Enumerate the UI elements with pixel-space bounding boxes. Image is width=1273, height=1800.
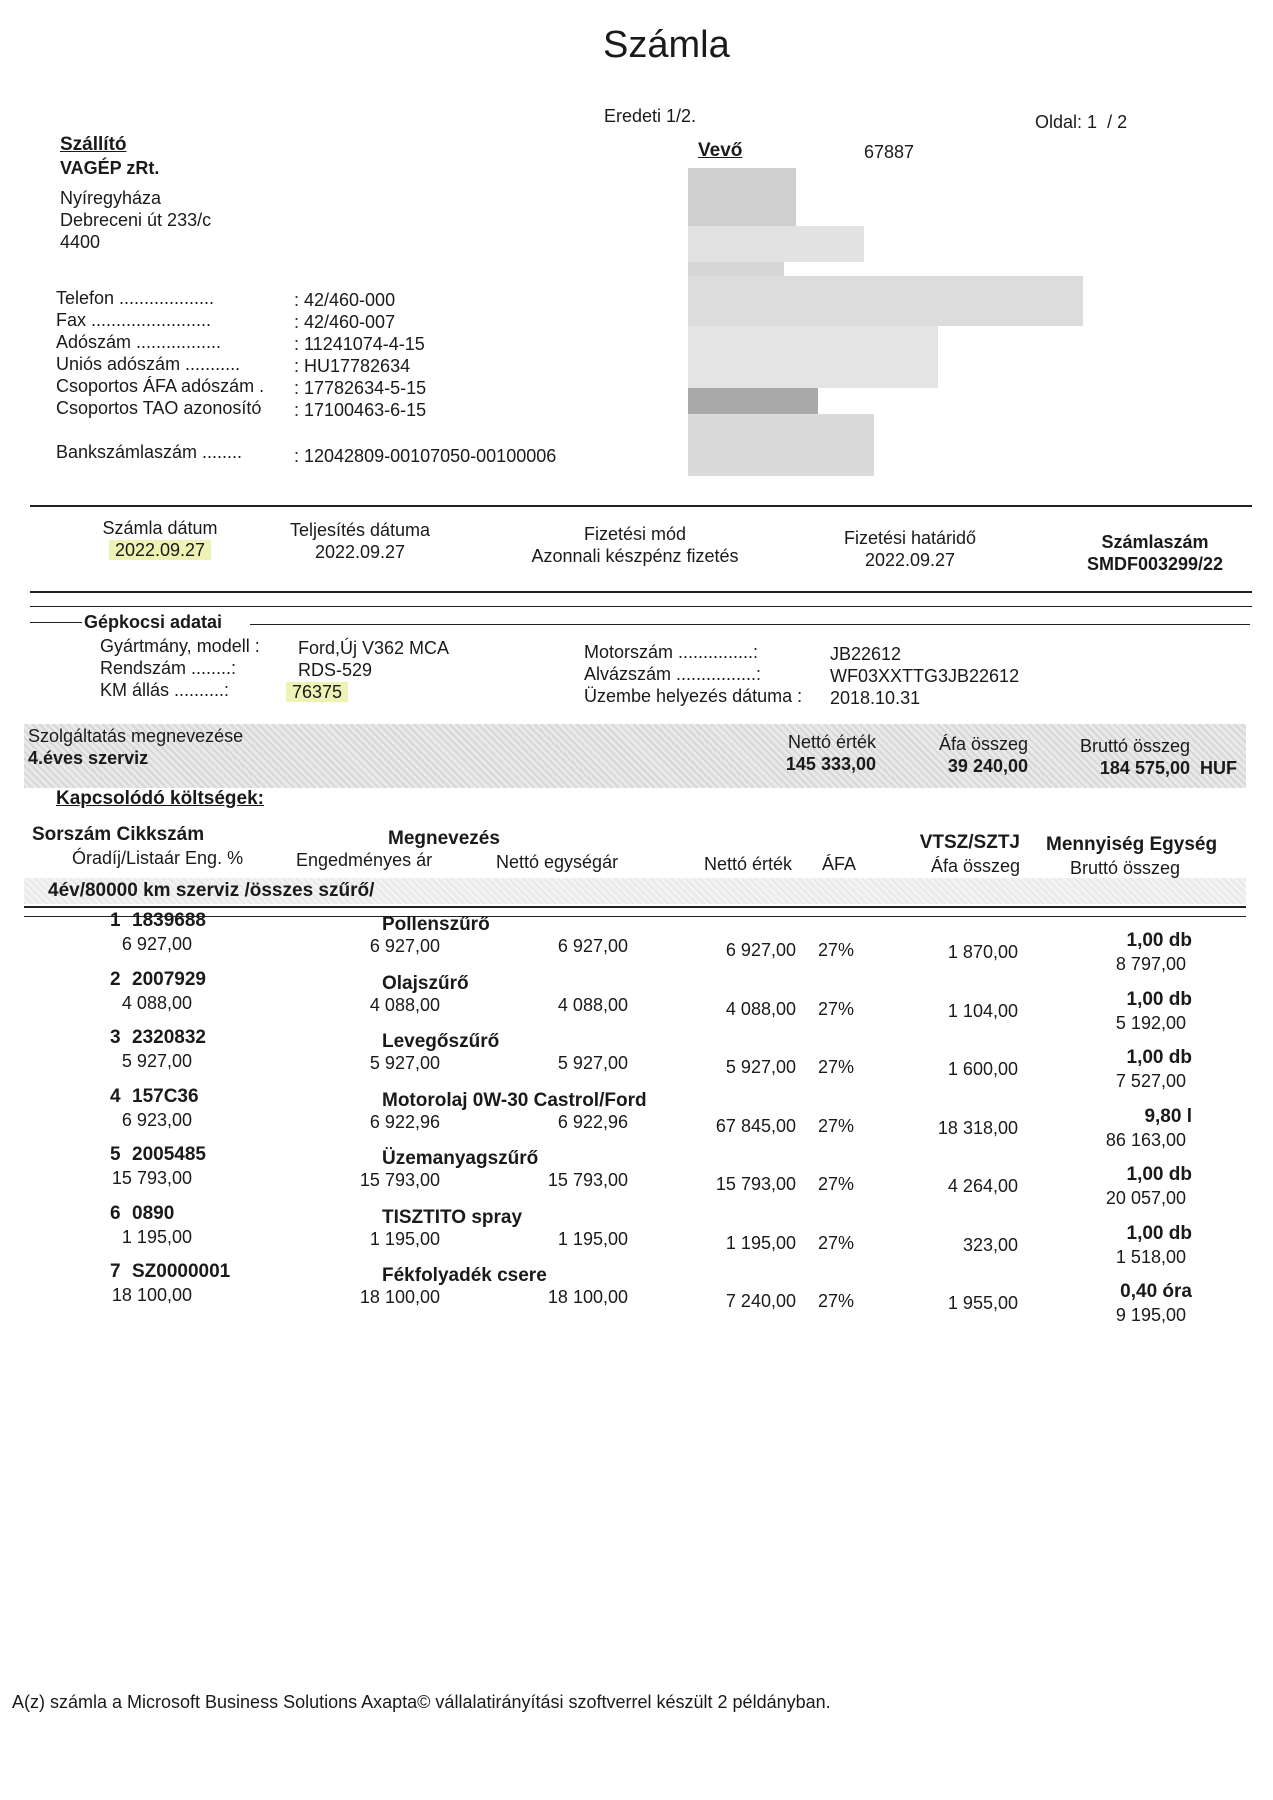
payment-method-label: Fizetési mód xyxy=(583,524,687,544)
service-currency: HUF xyxy=(1200,758,1237,778)
plate-label: Rendszám ........: xyxy=(100,658,237,678)
item-disc-price: 6 922,96 xyxy=(369,1111,440,1132)
contact-label: Fax ........................ xyxy=(56,310,212,330)
item-gross: 7 527,00 xyxy=(1115,1071,1186,1091)
contact-label: Telefon ................... xyxy=(56,288,215,308)
engine-value: JB22612 xyxy=(830,644,902,664)
buyer-heading: Vevő xyxy=(698,140,743,161)
bank-label: Bankszámlaszám ........ xyxy=(56,442,243,462)
divider xyxy=(24,916,1246,917)
divider xyxy=(30,505,1252,507)
contact-label: Adószám ................. xyxy=(56,332,222,352)
item-vat: 1 600,00 xyxy=(947,1059,1018,1079)
item-disc-price: 4 088,00 xyxy=(369,994,440,1015)
start-date-label: Üzembe helyezés dátuma : xyxy=(584,686,803,706)
contact-value: : 17100463-6-15 xyxy=(294,400,427,420)
chassis-value: WF03XXTTG3JB22612 xyxy=(830,666,1020,686)
service-vat-label: Áfa összeg xyxy=(938,734,1028,754)
item-vat-pct: 27% xyxy=(818,998,855,1019)
item-disc-price: 18 100,00 xyxy=(359,1287,440,1307)
item-unit-price: 4 088,00 xyxy=(557,994,628,1015)
performance-date: 2022.09.27 xyxy=(314,542,406,562)
contact-value: : 42/460-000 xyxy=(294,290,396,310)
model-label: Gyártmány, modell : xyxy=(100,636,260,656)
item-qty: 1,00 db xyxy=(1126,1047,1192,1068)
plate-value: RDS-529 xyxy=(298,660,373,680)
item-name: Üzemanyagszűrő xyxy=(382,1148,539,1169)
item-list-price: 4 088,00 xyxy=(121,992,192,1013)
item-list-price: 6 923,00 xyxy=(121,1109,192,1130)
item-gross: 1 518,00 xyxy=(1115,1246,1186,1267)
item-net: 5 927,00 xyxy=(725,1057,796,1077)
group-label: 4év/80000 km szerviz /összes szűrő/ xyxy=(48,880,375,901)
item-net: 4 088,00 xyxy=(725,998,796,1019)
contact-label: Csoportos TAO azonosító xyxy=(56,398,262,418)
item-list-price: 6 927,00 xyxy=(121,934,192,954)
item-net: 1 195,00 xyxy=(725,1232,796,1253)
divider xyxy=(30,606,1252,607)
item-vat-pct: 27% xyxy=(818,940,855,960)
due-date: 2022.09.27 xyxy=(864,550,956,570)
item-qty: 1,00 db xyxy=(1126,1164,1192,1185)
col-header-qty: Mennyiség Egység xyxy=(1046,834,1218,855)
divider xyxy=(30,622,82,623)
item-disc-price: 1 195,00 xyxy=(369,1228,440,1249)
service-gross: 184 575,00 xyxy=(1099,758,1190,778)
col-header-number: Sorszám Cikkszám xyxy=(32,824,205,845)
supplier-name: VAGÉP zRt. xyxy=(60,158,160,178)
col-sub-vat-pct: ÁFA xyxy=(822,854,857,874)
item-disc-price: 5 927,00 xyxy=(369,1053,440,1073)
invoice-date: 2022.09.27 xyxy=(70,540,250,561)
item-number: 1 xyxy=(110,910,121,931)
supplier-street: Debreceni út 233/c xyxy=(60,210,212,230)
supplier-city: Nyíregyháza xyxy=(60,188,162,208)
related-costs-heading: Kapcsolódó költségek: xyxy=(56,788,264,809)
page-title: Számla xyxy=(603,24,730,66)
item-number: 6 xyxy=(110,1202,121,1224)
item-vat-pct: 27% xyxy=(818,1291,855,1311)
model-value: Ford,Új V362 MCA xyxy=(298,638,450,658)
item-vat: 1 870,00 xyxy=(947,942,1018,962)
invoice-number-label: Számlaszám xyxy=(1101,532,1209,552)
item-code: 1839688 xyxy=(132,910,206,931)
item-vat: 1 104,00 xyxy=(947,1000,1018,1021)
performance-date-label: Teljesítés dátuma xyxy=(289,520,431,540)
km-label: KM állás ..........: xyxy=(100,680,230,700)
contact-value: : 11241074-4-15 xyxy=(294,334,425,354)
col-sub-vat-amount: Áfa összeg xyxy=(930,856,1020,876)
supplier-heading: Szállító xyxy=(60,134,127,155)
item-net: 6 927,00 xyxy=(725,940,796,960)
col-sub-net: Nettó érték xyxy=(704,854,793,874)
item-qty: 1,00 db xyxy=(1126,930,1192,951)
buyer-code: 67887 xyxy=(864,142,915,162)
item-qty: 1,00 db xyxy=(1126,1222,1192,1244)
col-sub-unit-price: Nettó egységár xyxy=(496,852,619,872)
item-number: 7 xyxy=(110,1261,121,1282)
item-vat: 1 955,00 xyxy=(947,1293,1018,1313)
service-gross-label: Bruttó összeg xyxy=(1079,736,1190,756)
item-unit-price: 6 927,00 xyxy=(557,936,628,956)
item-name: Pollenszűrő xyxy=(382,914,490,935)
item-vat-pct: 27% xyxy=(818,1057,855,1077)
contact-value: : HU17782634 xyxy=(294,356,411,376)
service-name-label: Szolgáltatás megnevezése xyxy=(28,726,244,746)
col-header-vtsz: VTSZ/SZTJ xyxy=(919,832,1020,853)
item-qty: 9,80 l xyxy=(1144,1105,1192,1127)
item-number: 2 xyxy=(110,968,121,990)
item-code: 2005485 xyxy=(132,1144,206,1165)
item-number: 3 xyxy=(110,1027,121,1048)
item-unit-price: 18 100,00 xyxy=(547,1287,628,1307)
contact-label: Uniós adószám ........... xyxy=(56,354,241,374)
item-vat: 18 318,00 xyxy=(937,1117,1018,1138)
item-name: Fékfolyadék csere xyxy=(382,1265,547,1286)
item-vat: 323,00 xyxy=(962,1234,1018,1255)
service-name: 4.éves szerviz xyxy=(28,748,149,768)
item-vat-pct: 27% xyxy=(818,1232,855,1253)
km-value: 76375 xyxy=(286,682,348,703)
item-number: 4 xyxy=(110,1085,121,1107)
item-number: 5 xyxy=(110,1144,121,1165)
item-name: Motorolaj 0W-30 Castrol/Ford xyxy=(382,1089,647,1111)
contact-value: : 17782634-5-15 xyxy=(294,378,427,398)
service-net-label: Nettó érték xyxy=(787,732,876,752)
item-gross: 20 057,00 xyxy=(1105,1188,1186,1208)
footer-note: A(z) számla a Microsoft Business Solutions Axapta© vállalatirányítási szoftverrel készült 2 példányban. xyxy=(12,1692,831,1712)
item-gross: 86 163,00 xyxy=(1105,1129,1186,1150)
invoice-date-label: Számla dátum xyxy=(102,518,218,538)
copy-label: Eredeti 1/2. xyxy=(604,106,697,126)
divider xyxy=(30,591,1252,593)
start-date-value: 2018.10.31 xyxy=(830,688,921,708)
divider xyxy=(250,624,1250,625)
page-indicator: Oldal: 1 / 2 xyxy=(1035,112,1128,132)
divider xyxy=(24,906,1246,908)
item-code: 0890 xyxy=(132,1202,175,1224)
item-qty: 1,00 db xyxy=(1126,988,1192,1010)
item-disc-price: 15 793,00 xyxy=(359,1170,440,1190)
item-vat-pct: 27% xyxy=(818,1115,855,1136)
item-unit-price: 5 927,00 xyxy=(557,1053,628,1073)
engine-label: Motorszám ...............: xyxy=(584,642,759,662)
service-vat: 39 240,00 xyxy=(947,756,1028,776)
item-qty: 0,40 óra xyxy=(1120,1281,1192,1302)
item-disc-price: 6 927,00 xyxy=(369,936,440,956)
contact-value: : 42/460-007 xyxy=(294,312,396,332)
item-name: TISZTITO spray xyxy=(382,1206,523,1228)
chassis-label: Alvázszám ................: xyxy=(584,664,762,684)
contact-label: Csoportos ÁFA adószám . xyxy=(56,376,265,396)
item-net: 15 793,00 xyxy=(715,1174,796,1194)
item-unit-price: 6 922,96 xyxy=(557,1111,628,1132)
bank-value: : 12042809-00107050-00100006 xyxy=(294,446,557,466)
item-list-price: 1 195,00 xyxy=(121,1226,192,1247)
item-list-price: 18 100,00 xyxy=(111,1285,192,1305)
invoice-number: SMDF003299/22 xyxy=(1086,554,1224,574)
service-net: 145 333,00 xyxy=(785,754,876,774)
item-code: 2007929 xyxy=(132,968,206,990)
col-sub-disc-price: Engedményes ár xyxy=(296,850,433,870)
item-gross: 9 195,00 xyxy=(1115,1305,1186,1325)
item-gross: 8 797,00 xyxy=(1115,954,1186,974)
item-net: 67 845,00 xyxy=(715,1115,796,1136)
item-unit-price: 15 793,00 xyxy=(547,1170,628,1190)
item-vat: 4 264,00 xyxy=(947,1176,1018,1196)
item-name: Olajszűrő xyxy=(382,972,469,994)
col-header-name: Megnevezés xyxy=(388,828,500,849)
col-sub-gross: Bruttó összeg xyxy=(1070,858,1181,878)
item-code: 157C36 xyxy=(132,1085,199,1107)
supplier-zip: 4400 xyxy=(60,232,101,252)
item-vat-pct: 27% xyxy=(818,1174,855,1194)
payment-method: Azonnali készpénz fizetés xyxy=(531,546,739,566)
item-unit-price: 1 195,00 xyxy=(557,1228,628,1249)
item-code: 2320832 xyxy=(132,1027,206,1048)
item-list-price: 15 793,00 xyxy=(111,1168,192,1188)
vehicle-heading: Gépkocsi adatai xyxy=(84,612,223,632)
due-date-label: Fizetési határidő xyxy=(843,528,977,548)
item-list-price: 5 927,00 xyxy=(121,1051,192,1071)
item-gross: 5 192,00 xyxy=(1115,1012,1186,1033)
item-code: SZ0000001 xyxy=(132,1261,231,1282)
item-net: 7 240,00 xyxy=(725,1291,796,1311)
col-sub-list-price: Óradíj/Listaár Eng. % xyxy=(72,848,244,868)
item-name: Levegőszűrő xyxy=(382,1031,500,1052)
